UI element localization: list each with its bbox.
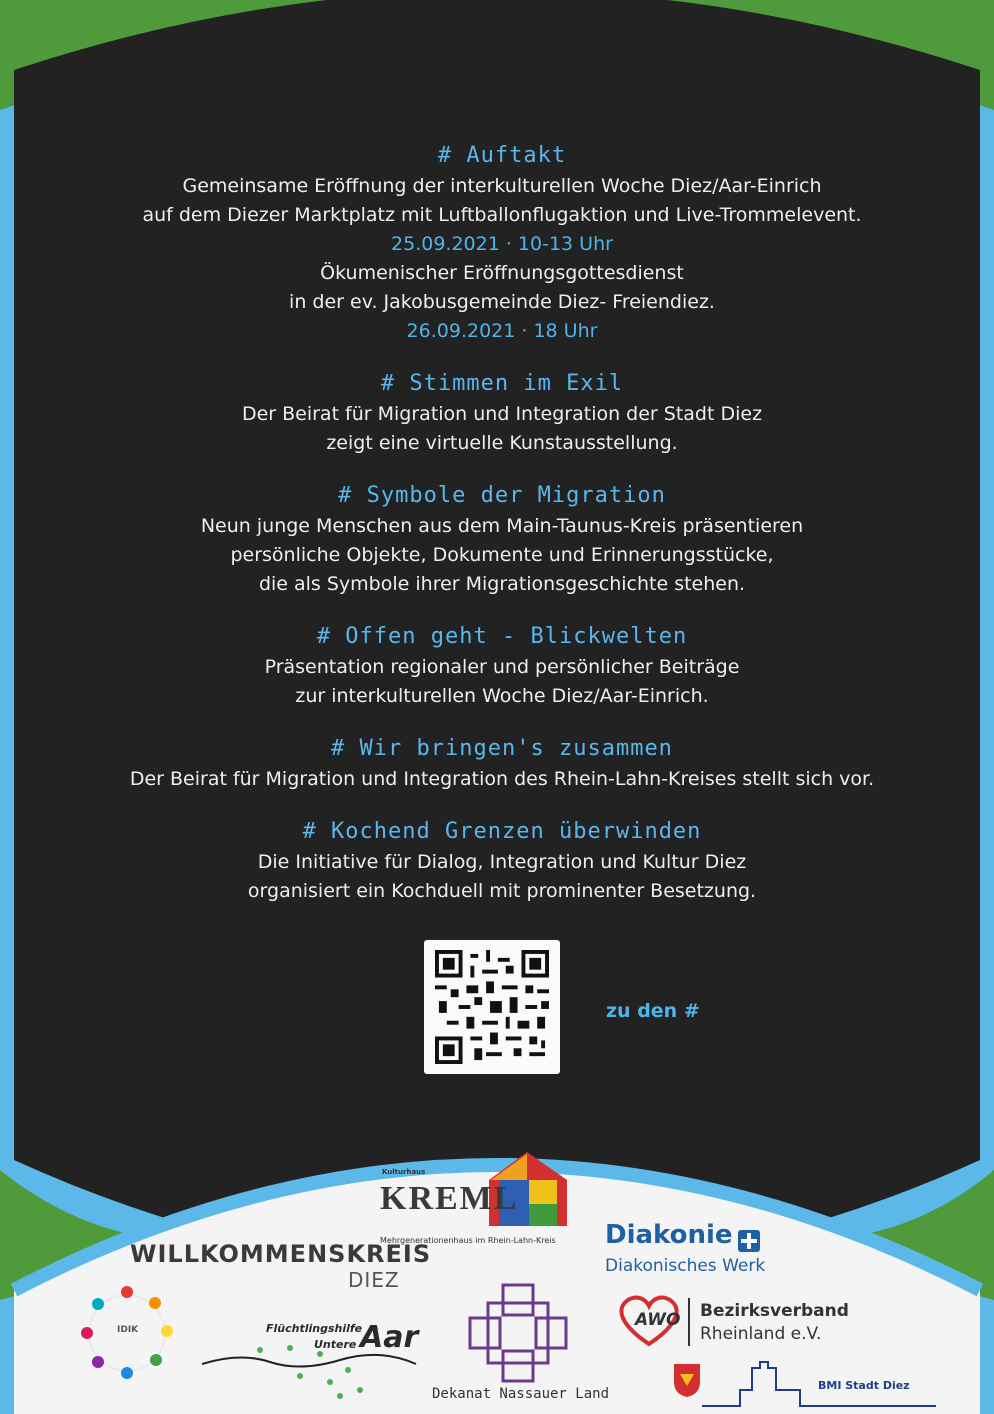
idik-logo-label: IDIK [117, 1325, 139, 1335]
section-heading: # Wir bringen's zusammen [331, 736, 673, 761]
bezirksverband-subtitle: Rheinland e.V. [700, 1324, 822, 1344]
diez-coat-of-arms-icon [672, 1362, 702, 1398]
section-text: Der Beirat für Migration und Integration des Rhein-Lahn-Kreises stellt sich vor. [129, 768, 875, 790]
willkommenskreis-logo: WILLKOMMENSKREIS [130, 1240, 432, 1268]
section-text: die als Symbole ihrer Migrationsgeschichte stehen. [258, 573, 746, 595]
willkommenskreis-logo-subtitle: DIEZ [348, 1268, 400, 1292]
dekanat-logo: Dekanat Nassauer Land [432, 1386, 610, 1402]
kreml-logo-subtitle: Mehrgenerationenhaus im Rhein-Lahn-Kreis [380, 1236, 556, 1245]
dekanat-cross-icon [468, 1283, 568, 1383]
fluechtlingshilfe-logo-line2: Untere [314, 1338, 357, 1351]
section-text: persönliche Objekte, Dokumente und Erinnerungsstücke, [230, 544, 774, 566]
section-heading: # Auftakt [437, 143, 567, 168]
section-date: 25.09.2021 · 10-13 Uhr [391, 233, 613, 255]
section-text: Die Initiative für Dialog, Integration und Kultur Diez [257, 851, 747, 873]
event-program [60, 140, 944, 928]
section-text: Der Beirat für Migration und Integration der Stadt Diez [241, 403, 763, 425]
section-heading: # Offen geht - Blickwelten [316, 624, 688, 649]
section-offen-geht [60, 621, 944, 711]
section-text: organisiert ein Kochduell mit prominenter Besetzung. [247, 880, 757, 902]
section-text: zur interkulturellen Woche Diez/Aar-Einrich. [295, 685, 709, 707]
qr-code[interactable] [424, 940, 560, 1074]
section-date: 26.09.2021 · 18 Uhr [406, 320, 598, 342]
section-text: Ökumenischer Eröffnungsgottesdienst [320, 262, 684, 284]
kreml-logo: KREML [380, 1180, 519, 1217]
fluechtlingshilfe-logo-aar: Aar [360, 1320, 419, 1355]
section-symbole [60, 480, 944, 599]
section-heading: # Symbole der Migration [338, 483, 666, 508]
section-text: in der ev. Jakobusgemeinde Diez- Freiendiez. [289, 291, 715, 313]
section-text: Präsentation regionaler und persönlicher Beiträge [264, 656, 740, 678]
section-heading: # Stimmen im Exil [380, 371, 624, 396]
section-wir-bringens [60, 733, 944, 794]
qr-code-icon [434, 950, 550, 1064]
section-kochend [60, 816, 944, 906]
section-text: zeigt eine virtuelle Kunstausstellung. [326, 432, 678, 454]
bezirksverband-label: Bezirksverband [700, 1301, 849, 1321]
section-heading: # Kochend Grenzen überwinden [302, 819, 702, 844]
diakonie-cross-icon [738, 1230, 760, 1252]
awo-logo: AWO [635, 1310, 681, 1330]
section-text: Neun junge Menschen aus dem Main-Taunus-Kreis präsentieren [200, 515, 804, 537]
fluechtlingshilfe-logo: Flüchtlingshilfe [266, 1322, 363, 1335]
qr-link-label[interactable]: zu den # [606, 1000, 700, 1022]
bmi-logo: BMI Stadt Diez [818, 1379, 910, 1392]
river-dots-icon [200, 1340, 420, 1400]
diakonie-logo: Diakonie [605, 1220, 733, 1250]
diakonie-logo-subtitle: Diakonisches Werk [605, 1256, 766, 1276]
section-text: Gemeinsame Eröffnung der interkulturellen Woche Diez/Aar-Einrich [182, 175, 822, 197]
section-stimmen-im-exil [60, 368, 944, 458]
section-auftakt [60, 140, 944, 346]
section-text: auf dem Diezer Marktplatz mit Luftballonflugaktion und Live-Trommelevent. [142, 204, 862, 226]
kreml-logo-small: Kulturhaus [382, 1168, 426, 1176]
divider [688, 1298, 692, 1346]
